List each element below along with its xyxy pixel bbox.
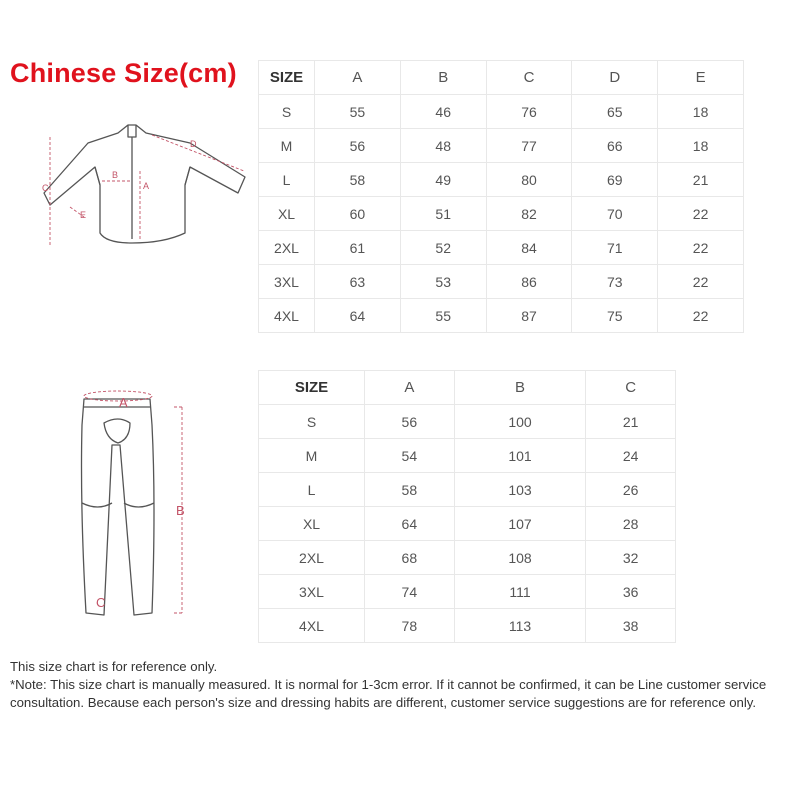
jersey-cell: 80 bbox=[486, 163, 572, 197]
pants-label-a: A bbox=[119, 395, 128, 410]
jersey-cell: 76 bbox=[486, 95, 572, 129]
jersey-cell: 61 bbox=[315, 231, 401, 265]
jersey-cell: 75 bbox=[572, 299, 658, 333]
pants-cell: XL bbox=[259, 507, 365, 541]
pants-cell: 56 bbox=[365, 405, 455, 439]
pants-table-row bbox=[259, 439, 676, 473]
jersey-cell: 77 bbox=[486, 129, 572, 163]
jersey-cell: 66 bbox=[572, 129, 658, 163]
pants-cell: 113 bbox=[454, 609, 586, 643]
jersey-cell: L bbox=[259, 163, 315, 197]
jersey-header-cell: B bbox=[400, 61, 486, 95]
pants-cell: 21 bbox=[586, 405, 676, 439]
jersey-cell: 51 bbox=[400, 197, 486, 231]
pants-cell: 111 bbox=[454, 575, 586, 609]
reference-note: This size chart is for reference only. bbox=[10, 659, 218, 674]
pants-size-table bbox=[258, 370, 676, 643]
pants-cell: 54 bbox=[365, 439, 455, 473]
pants-cell: 64 bbox=[365, 507, 455, 541]
jersey-cell: 18 bbox=[658, 129, 744, 163]
jersey-header-cell: D bbox=[572, 61, 658, 95]
pants-cell: 78 bbox=[365, 609, 455, 643]
jersey-header-row bbox=[259, 61, 744, 95]
jersey-cell: 64 bbox=[315, 299, 401, 333]
pants-cell: 3XL bbox=[259, 575, 365, 609]
jersey-illustration bbox=[40, 115, 250, 265]
jersey-size-table bbox=[258, 60, 744, 333]
pants-cell: 24 bbox=[586, 439, 676, 473]
pants-cell: 28 bbox=[586, 507, 676, 541]
jersey-header-cell: C bbox=[486, 61, 572, 95]
jersey-label-b: B bbox=[112, 170, 119, 180]
jersey-cell: 73 bbox=[572, 265, 658, 299]
jersey-cell: 46 bbox=[400, 95, 486, 129]
jersey-cell: 65 bbox=[572, 95, 658, 129]
jersey-cell: 22 bbox=[658, 299, 744, 333]
pants-header-cell: SIZE bbox=[259, 371, 365, 405]
pants-cell: 107 bbox=[454, 507, 586, 541]
pants-cell: M bbox=[259, 439, 365, 473]
jersey-table-row bbox=[259, 95, 744, 129]
jersey-cell: 22 bbox=[658, 265, 744, 299]
jersey-cell: 82 bbox=[486, 197, 572, 231]
jersey-cell: XL bbox=[259, 197, 315, 231]
jersey-cell: 60 bbox=[315, 197, 401, 231]
jersey-cell: 18 bbox=[658, 95, 744, 129]
jersey-label-d: D bbox=[190, 139, 197, 149]
jersey-cell: 21 bbox=[658, 163, 744, 197]
jersey-cell: 70 bbox=[572, 197, 658, 231]
page-title: Chinese Size(cm) bbox=[10, 58, 237, 88]
pants-table-row bbox=[259, 473, 676, 507]
jersey-table-row bbox=[259, 163, 744, 197]
jersey-table-row bbox=[259, 197, 744, 231]
jersey-table-row bbox=[259, 299, 744, 333]
pants-table-row bbox=[259, 405, 676, 439]
jersey-cell: 56 bbox=[315, 129, 401, 163]
jersey-table-row bbox=[259, 231, 744, 265]
pants-header-cell: B bbox=[454, 371, 586, 405]
pants-table-row bbox=[259, 575, 676, 609]
pants-cell: 101 bbox=[454, 439, 586, 473]
pants-cell: 74 bbox=[365, 575, 455, 609]
pants-label-b: B bbox=[176, 503, 185, 518]
jersey-cell: 22 bbox=[658, 231, 744, 265]
jersey-header-cell: SIZE bbox=[259, 61, 315, 95]
jersey-label-c: C bbox=[42, 183, 49, 193]
jersey-cell: 52 bbox=[400, 231, 486, 265]
jersey-cell: 3XL bbox=[259, 265, 315, 299]
pants-cell: 2XL bbox=[259, 541, 365, 575]
pants-table-row bbox=[259, 609, 676, 643]
jersey-cell: 71 bbox=[572, 231, 658, 265]
pants-table-row bbox=[259, 507, 676, 541]
jersey-cell: 69 bbox=[572, 163, 658, 197]
pants-header-cell: C bbox=[586, 371, 676, 405]
jersey-table-row bbox=[259, 265, 744, 299]
pants-header-row bbox=[259, 371, 676, 405]
pants-cell: 68 bbox=[365, 541, 455, 575]
jersey-cell: 2XL bbox=[259, 231, 315, 265]
jersey-cell: 55 bbox=[400, 299, 486, 333]
pants-header-cell: A bbox=[365, 371, 455, 405]
pants-cell: S bbox=[259, 405, 365, 439]
jersey-cell: 48 bbox=[400, 129, 486, 163]
pants-cell: 108 bbox=[454, 541, 586, 575]
pants-cell: 36 bbox=[586, 575, 676, 609]
jersey-header-cell: E bbox=[658, 61, 744, 95]
jersey-cell: 58 bbox=[315, 163, 401, 197]
pants-table-row bbox=[259, 541, 676, 575]
pants-cell: 100 bbox=[454, 405, 586, 439]
jersey-cell: 87 bbox=[486, 299, 572, 333]
jersey-cell: 53 bbox=[400, 265, 486, 299]
jersey-cell: 4XL bbox=[259, 299, 315, 333]
pants-cell: 103 bbox=[454, 473, 586, 507]
jersey-label-a: A bbox=[143, 181, 150, 191]
pants-cell: 58 bbox=[365, 473, 455, 507]
pants-cell: 26 bbox=[586, 473, 676, 507]
pants-cell: 4XL bbox=[259, 609, 365, 643]
jersey-cell: 86 bbox=[486, 265, 572, 299]
jersey-cell: 22 bbox=[658, 197, 744, 231]
jersey-cell: S bbox=[259, 95, 315, 129]
measurement-note: *Note: This size chart is manually measured. It is normal for 1-3cm error. If it cannot be confirmed, it can be Line customer service consultation. Because each person's size and dressing habits are different, customer service suggestions are for reference only. bbox=[10, 677, 767, 710]
jersey-label-e: E bbox=[80, 210, 87, 220]
jersey-cell: 49 bbox=[400, 163, 486, 197]
pants-illustration bbox=[68, 385, 193, 625]
jersey-cell: 63 bbox=[315, 265, 401, 299]
notes bbox=[10, 658, 790, 712]
jersey-cell: 55 bbox=[315, 95, 401, 129]
jersey-cell: M bbox=[259, 129, 315, 163]
pants-label-c: C bbox=[96, 595, 106, 610]
pants-cell: L bbox=[259, 473, 365, 507]
jersey-cell: 84 bbox=[486, 231, 572, 265]
pants-cell: 32 bbox=[586, 541, 676, 575]
pants-cell: 38 bbox=[586, 609, 676, 643]
jersey-header-cell: A bbox=[315, 61, 401, 95]
jersey-table-row bbox=[259, 129, 744, 163]
